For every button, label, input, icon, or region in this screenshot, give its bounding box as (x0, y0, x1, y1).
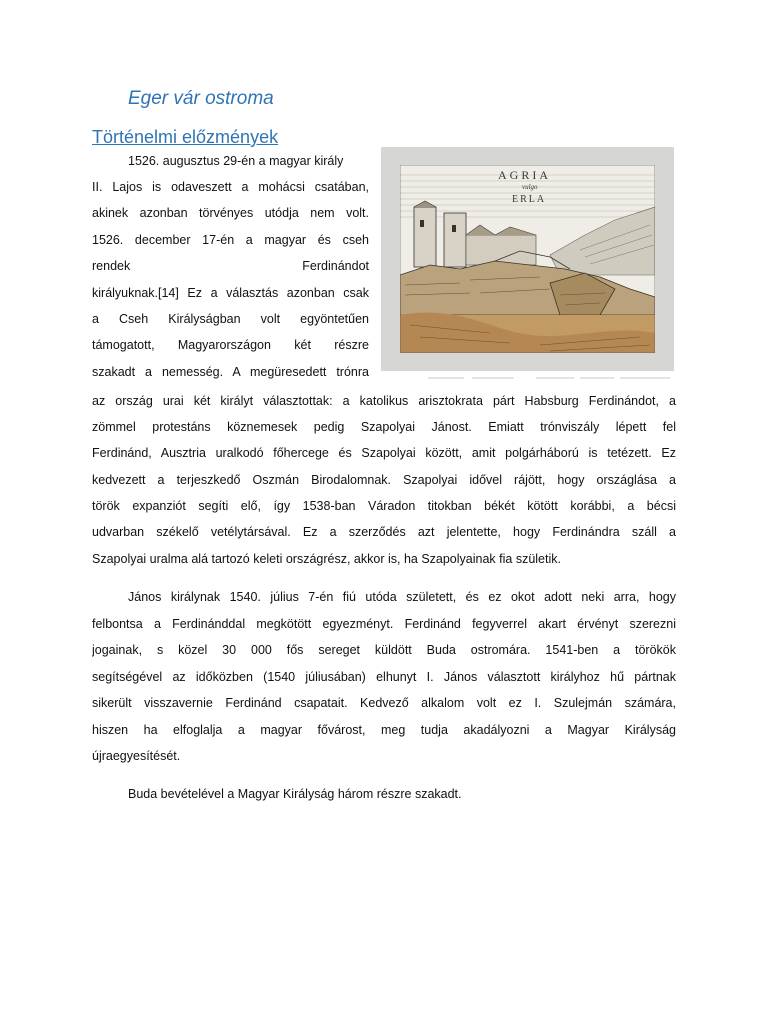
engraving-subtitle: vulgo (522, 183, 538, 191)
section-heading: Történelmi előzmények (92, 127, 279, 147)
castle-engraving-figure (381, 147, 674, 371)
text-line: segítségével az időközben (1540 júliusában) elhunyt I. János választott királyhoz hű pártnak (92, 670, 676, 684)
text-line: kedvezett a terjeszkedő Oszmán Birodalomnak. Szapolyai idővel rájött, hogy országlása a (92, 473, 676, 487)
text-line: 1526. augusztus 29-én a magyar király (128, 154, 344, 168)
text-line: János királynak 1540. július 7-én fiú utóda született, és ez okot adott neki arra, hogy (128, 590, 676, 604)
engraving-name: ERLA (512, 194, 547, 205)
figure-caption (424, 374, 674, 382)
castle-engraving-image (400, 165, 655, 353)
text-line: rendek Ferdinándot (92, 259, 369, 273)
text-line: a Cseh Királyságban volt egyöntetűen (92, 312, 369, 326)
paragraph-3: Buda bevételével a Magyar Királyság három részre szakadt. (128, 787, 462, 801)
text-line: Ferdinánd, Ausztria uralkodó főhercege és Szapolyai között, amit polgárháború is tetézett. Ez (92, 446, 676, 460)
text-line: 1526. december 17-én a magyar és cseh (92, 233, 369, 247)
text-line: zömmel protestáns köznemesek pedig Szapolyai Jánost. Emiatt trónviszály lépett fel (92, 420, 676, 434)
text-line: sikerült visszavernie Ferdinánd csapatait. Kedvező alkalom volt ez I. Szulejmán számára, (92, 696, 676, 710)
text-line: akinek azonban törvényes utódja nem volt. (92, 206, 369, 220)
page-title: Eger vár ostroma (128, 88, 274, 109)
text-line: királyuknak.[14] Ez a választás azonban csak (92, 286, 369, 300)
text-line: támogatott, Magyarországon két részre (92, 338, 369, 352)
engraving-title: AGRIA (498, 168, 551, 182)
text-line: II. Lajos is odaveszett a mohácsi csatában, (92, 180, 369, 194)
text-line: Szapolyai uralma alá tartozó keleti országrész, akkor is, ha Szapolyainak fia születik. (92, 552, 561, 566)
text-line: felbontsa a Ferdinánddal megkötött egyezményt. Ferdinánd fegyverrel akart érvényt szerezni (92, 617, 676, 631)
text-line: az ország urai két királyt választottak: a katolikus arisztokrata párt Habsburg Ferdinándot, a (92, 394, 676, 408)
text-line: újraegyesítését. (92, 749, 181, 763)
text-line: hiszen ha elfoglalja a magyar fővárost, meg tudja akadályozni a Magyar Királyság (92, 723, 676, 737)
text-line: török expanziót segíti elő, így 1538-ban Váradon titokban békét kötött korábbi, a bécsi (92, 499, 676, 513)
text-line: jogainak, s közel 30 000 fős sereget küldött Buda ostromára. 1541-ben a törökök (92, 643, 676, 657)
text-line: udvarban székelő vetélytársával. Ez a szerződés azt jelentette, hogy Ferdinándra száll a (92, 525, 676, 539)
text-line: szakadt a nemesség. A megüresedett trónra (92, 365, 369, 379)
